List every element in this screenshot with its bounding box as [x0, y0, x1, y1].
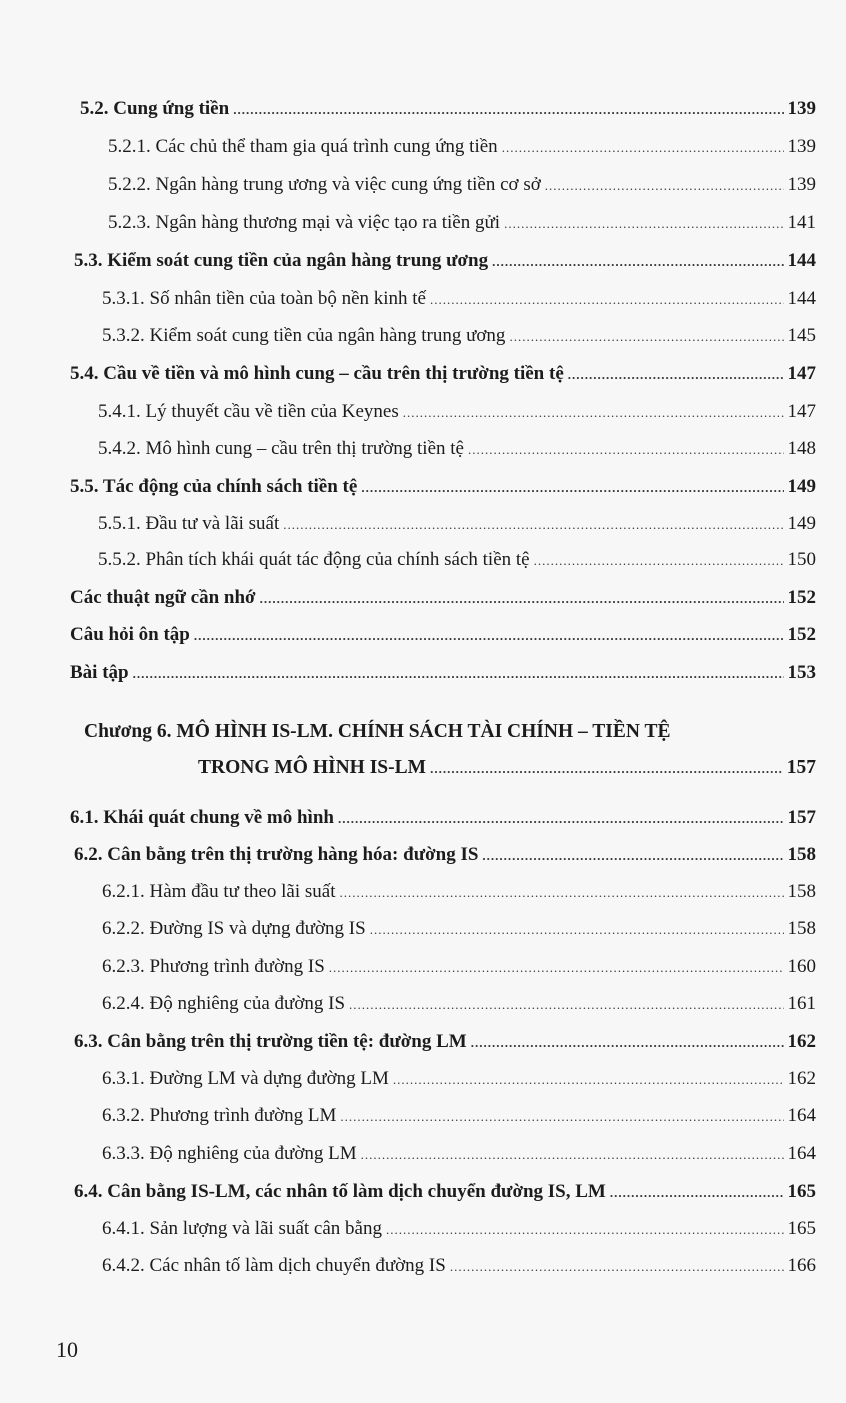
toc-entry: [102, 880, 816, 905]
leader-dots: [340, 1105, 783, 1129]
toc-entry-page: 149: [787, 513, 816, 534]
toc-entry: [102, 1104, 816, 1129]
leader-dots: [450, 1255, 784, 1279]
toc-entry: [70, 475, 816, 500]
toc-entry: [108, 173, 816, 198]
leader-dots: [338, 807, 784, 831]
toc-entry-page: 161: [787, 993, 816, 1014]
toc-entry: [98, 548, 816, 573]
toc-entry: [102, 1142, 816, 1167]
leader-dots: [260, 587, 784, 611]
leader-dots: [568, 363, 784, 387]
leader-dots: [329, 956, 784, 980]
toc-entry-page: 157: [786, 757, 816, 778]
leader-dots: [361, 1143, 784, 1167]
leader-dots: [340, 881, 784, 905]
toc-entry: [102, 1217, 816, 1242]
toc-entry: [70, 806, 816, 831]
toc-entry: [102, 324, 816, 349]
toc-entry-page: 139: [787, 98, 816, 119]
toc-entry-label: 6.4.1. Sản lượng và lãi suất cân bằng: [102, 1218, 382, 1239]
toc-entry-label: 5.3.2. Kiểm soát cung tiền của ngân hàng trung ương: [102, 325, 506, 346]
leader-dots: [430, 757, 783, 781]
toc-entry-page: 144: [787, 250, 816, 271]
toc-entry-page: 158: [787, 918, 816, 939]
toc-entry-label: 5.5. Tác động của chính sách tiền tệ: [70, 476, 358, 497]
toc-entry-label: 5.4.1. Lý thuyết cầu về tiền của Keynes: [98, 401, 399, 422]
leader-dots: [393, 1068, 784, 1092]
toc-entry-page: 164: [787, 1143, 816, 1164]
toc-entry: [108, 135, 816, 160]
toc-entry-page: 148: [787, 438, 816, 459]
toc-entry: [102, 992, 816, 1017]
toc-entry: [70, 661, 816, 686]
leader-dots: [504, 212, 783, 236]
toc-entry-page: 165: [787, 1218, 816, 1239]
leader-dots: [370, 918, 784, 942]
toc-entry-page: 150: [787, 549, 816, 570]
toc-entry-label: 6.4.2. Các nhân tố làm dịch chuyển đường IS: [102, 1255, 446, 1276]
toc-entry-label: 5.2. Cung ứng tiền: [80, 98, 230, 119]
toc-entry-page: 145: [787, 325, 816, 346]
toc-entry-page: 147: [787, 363, 816, 384]
toc-entry: [70, 586, 816, 611]
toc-entry-page: 162: [787, 1031, 816, 1052]
chapter-heading: Chương 6. MÔ HÌNH IS-LM. CHÍNH SÁCH TÀI CHÍNH – TIỀN TỆ: [84, 721, 671, 742]
toc-entry-page: 153: [787, 662, 816, 683]
leader-dots: [349, 993, 783, 1017]
toc-entry-page: 141: [787, 212, 816, 233]
toc-entry: [70, 362, 816, 387]
toc-entry-label: 5.3. Kiểm soát cung tiền của ngân hàng trung ương: [74, 250, 489, 271]
toc-entry-page: 158: [787, 844, 816, 865]
toc-entry-label: Câu hỏi ôn tập: [70, 624, 190, 645]
leader-dots: [482, 844, 783, 868]
toc-entry-page: 166: [787, 1255, 816, 1276]
toc-entry: [102, 917, 816, 942]
toc-entry-label: 5.5.1. Đầu tư và lãi suất: [98, 513, 280, 534]
toc-entry-page: 152: [787, 624, 816, 645]
leader-dots: [471, 1031, 784, 1055]
toc-entry-label: 5.2.2. Ngân hàng trung ương và việc cung ứng tiền cơ sở: [108, 174, 541, 195]
toc-entry-label: 5.4.2. Mô hình cung – cầu trên thị trường tiền tệ: [98, 438, 464, 459]
toc-entry-label: 5.5.2. Phân tích khái quát tác động của chính sách tiền tệ: [98, 549, 530, 570]
leader-dots: [492, 250, 783, 274]
toc-entry-page: 149: [787, 476, 816, 497]
chapter-heading-entry: [198, 756, 816, 781]
toc-entry: [98, 512, 816, 537]
toc-entry: [102, 1067, 816, 1092]
leader-dots: [502, 136, 784, 160]
toc-entry-label: 6.3.2. Phương trình đường LM: [102, 1105, 337, 1126]
toc-entry-label: 6.3.3. Độ nghiêng của đường LM: [102, 1143, 357, 1164]
page-number: 10: [56, 1337, 78, 1362]
toc-entry-label: 5.2.3. Ngân hàng thương mại và việc tạo ra tiền gửi: [108, 212, 501, 233]
leader-dots: [361, 476, 783, 500]
toc-entry-label: Các thuật ngữ cần nhớ: [70, 587, 256, 608]
leader-dots: [430, 288, 784, 312]
leader-dots: [610, 1181, 784, 1205]
leader-dots: [233, 98, 783, 122]
toc-entry-page: 147: [787, 401, 816, 422]
toc-entry: [74, 1030, 816, 1055]
toc-entry-label: 6.2.3. Phương trình đường IS: [102, 956, 325, 977]
leader-dots: [468, 438, 784, 462]
toc-entry: [102, 287, 816, 312]
toc-entry: [74, 249, 816, 274]
leader-dots: [403, 401, 784, 425]
toc-entry-label: 5.3.1. Số nhân tiền của toàn bộ nền kinh tế: [102, 288, 426, 309]
toc-entry-page: 144: [787, 288, 816, 309]
toc-entry-label: 6.3.1. Đường LM và dựng đường LM: [102, 1068, 389, 1089]
toc-entry-label: 6.4. Cân bằng IS-LM, các nhân tố làm dịch chuyển đường IS, LM: [74, 1181, 606, 1202]
toc-entry-page: 162: [787, 1068, 816, 1089]
toc-entry: [102, 955, 816, 980]
toc-entry-label: 6.2.4. Độ nghiêng của đường IS: [102, 993, 346, 1014]
toc-entry: [98, 400, 816, 425]
toc-entry-label: 6.2.1. Hàm đầu tư theo lãi suất: [102, 881, 336, 902]
toc-entry-label: 6.1. Khái quát chung về mô hình: [70, 807, 334, 828]
toc-entry-page: 157: [787, 807, 816, 828]
leader-dots: [534, 549, 784, 573]
toc-entry: [80, 97, 816, 122]
toc-entry-label: 6.2. Cân bằng trên thị trường hàng hóa: đường IS: [74, 844, 479, 865]
toc-entry-page: 164: [787, 1105, 816, 1126]
toc-entry: [102, 1254, 816, 1279]
toc-entry: [74, 843, 816, 868]
chapter-heading-line2: TRONG MÔ HÌNH IS-LM: [198, 757, 427, 778]
leader-dots: [133, 662, 784, 686]
toc-entry-page: 139: [787, 174, 816, 195]
toc-entry: [98, 437, 816, 462]
leader-dots: [509, 325, 783, 349]
toc-entry: [108, 211, 816, 236]
toc-entry-page: 152: [787, 587, 816, 608]
leader-dots: [283, 513, 783, 537]
toc-entry-label: Bài tập: [70, 662, 129, 683]
toc-entry-label: 6.3. Cân bằng trên thị trường tiền tệ: đường LM: [74, 1031, 467, 1052]
toc-entry-page: 139: [787, 136, 816, 157]
leader-dots: [386, 1218, 784, 1242]
toc-entry: [70, 623, 816, 648]
toc-entry-page: 160: [787, 956, 816, 977]
toc-entry-page: 165: [787, 1181, 816, 1202]
toc-entry: [74, 1180, 816, 1205]
leader-dots: [194, 624, 784, 648]
toc-entry-label: 6.2.2. Đường IS và dựng đường IS: [102, 918, 366, 939]
toc-entry-label: 5.4. Cầu về tiền và mô hình cung – cầu trên thị trường tiền tệ: [70, 363, 564, 384]
toc-entry-label: 5.2.1. Các chủ thể tham gia quá trình cung ứng tiền: [108, 136, 498, 157]
toc-entry-page: 158: [787, 881, 816, 902]
leader-dots: [545, 174, 784, 198]
